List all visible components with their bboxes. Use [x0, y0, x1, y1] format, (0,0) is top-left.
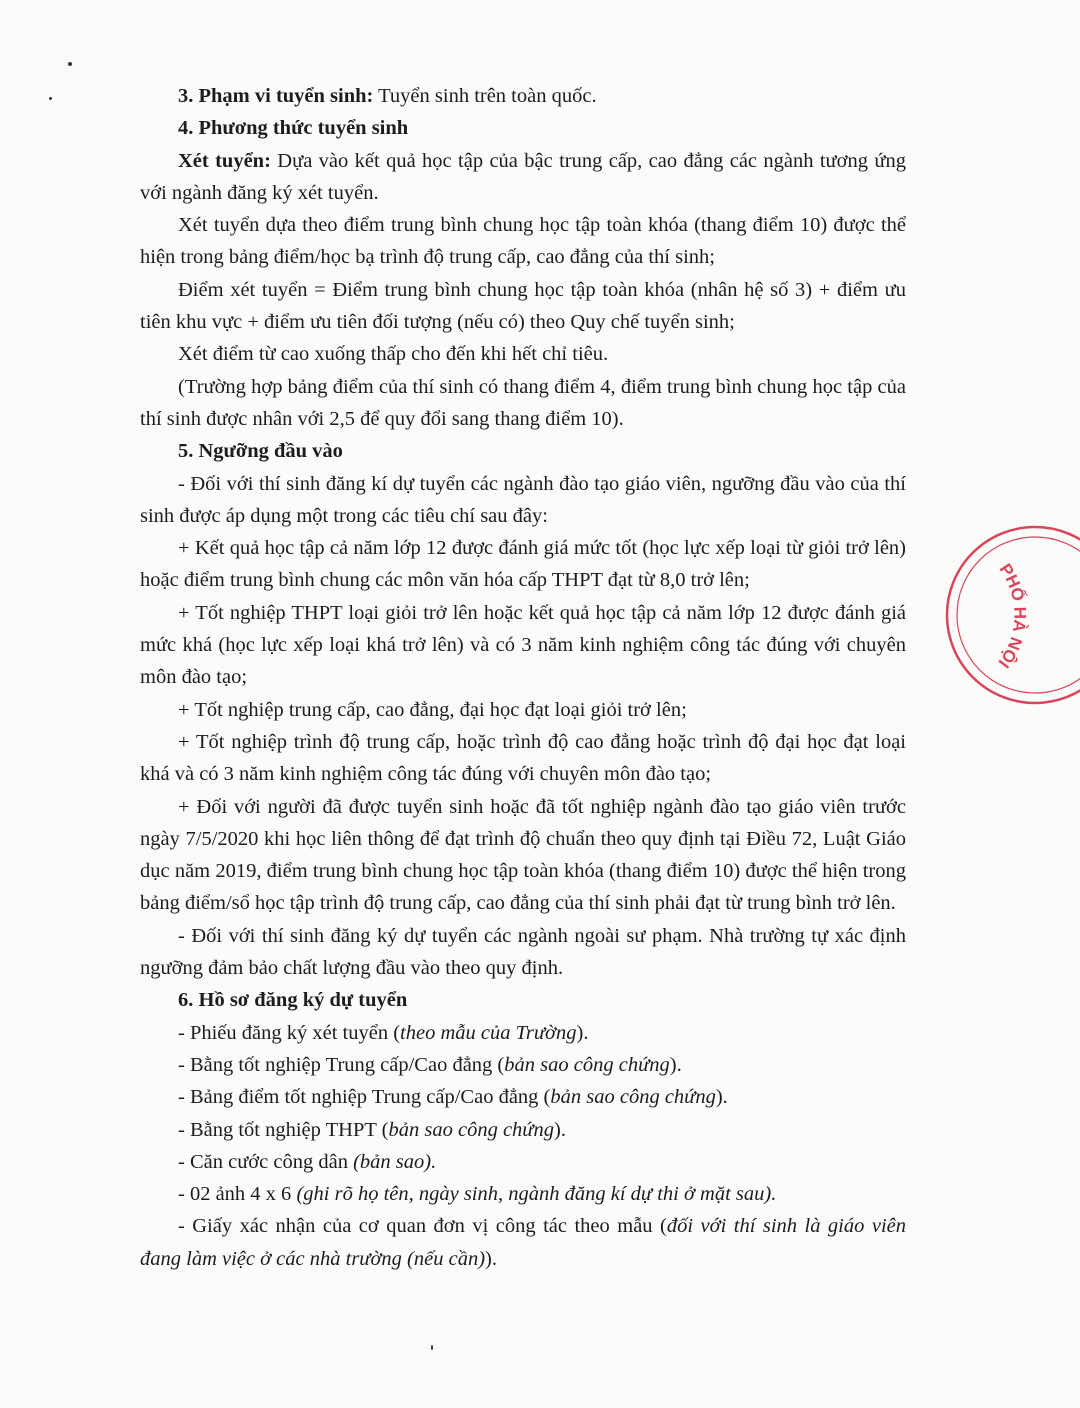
tieu-chi-1 [140, 532, 906, 597]
text-run: bản sao công chứng [550, 1086, 716, 1109]
text-run: - Đối với thí sinh đăng kí dự tuyển các ngành đào tạo giáo viên, ngưỡng đầu vào của thí sinh được áp dụng một trong các tiêu chí sau đây: [140, 472, 906, 527]
scan-speck [68, 62, 72, 66]
tieu-chi-4 [140, 726, 906, 791]
text-run: - 02 ảnh 4 x 6 [178, 1183, 297, 1206]
diem-trung-binh-para [140, 209, 906, 274]
text-run: Điểm xét tuyển = Điểm trung bình chung học tập toàn khóa (nhân hệ số 3) + điểm ưu tiên khu vực + điểm ưu tiên đối tượng (nếu có) theo Quy chế tuyển sinh; [140, 278, 906, 334]
section-5-heading [140, 435, 906, 467]
text-run: (bản sao). [353, 1150, 437, 1173]
text-run: ). [715, 1086, 728, 1109]
stamp-text: PHỐ HÀ NỘI [994, 560, 1030, 672]
text-run: ). [669, 1053, 682, 1076]
text-run: + Tốt nghiệp trình độ trung cấp, hoặc trình độ cao đẳng hoặc trình độ đại học đạt loại khá và có 3 năm kinh nghiệm công tác đúng với chuyên môn đào tạo; [140, 730, 906, 786]
cong-thuc-para [140, 274, 906, 339]
text-run: Xét tuyển dựa theo điểm trung bình chung học tập toàn khóa (thang điểm 10) được thể hiện trong bảng điểm/học bạ trình độ trung cấp, cao đẳng của thí sinh; [140, 214, 906, 269]
section-4-heading [140, 112, 906, 144]
thang-diem-4-para [140, 371, 906, 436]
tieu-chi-2 [140, 597, 906, 694]
ho-so-item-6 [140, 1178, 906, 1210]
text-run: Dựa vào kết quả học tập của bậc trung cấp, cao đẳng các ngành tương ứng với ngành đăng ký xét tuyển. [140, 149, 906, 204]
text-run: + Đối với người đã được tuyển sinh hoặc đã tốt nghiệp ngành đào tạo giáo viên trước ngày 7/5/2020 khi học liên thông để đạt trình độ chuẩn theo quy định tại Điều 72, Luật Giáo dục năm 2019, điểm trung bình chung học tập toàn khóa (thang điểm 10) được thể hiện trong bảng điểm/sổ học tập trình độ trung cấp, cao đẳng của thí sinh phải đạt từ trung bình trở lên. [140, 795, 906, 915]
text-run: + Tốt nghiệp trung cấp, cao đẳng, đại học đạt loại giỏi trở lên; [178, 698, 687, 721]
text-run: ). [576, 1021, 589, 1044]
ho-so-item-2 [140, 1049, 906, 1081]
text-run: bản sao công chứng [388, 1118, 554, 1141]
xet-tuyen-para [140, 145, 906, 210]
text-run: bản sao công chứng [504, 1053, 670, 1076]
text-run: (ghi rõ họ tên, ngày sinh, ngành đăng kí dự thi ở mặt sau). [296, 1183, 777, 1206]
tieu-chi-5 [140, 791, 906, 920]
xet-diem-para [140, 338, 906, 370]
text-run: - Bảng điểm tốt nghiệp Trung cấp/Cao đẳng ( [178, 1086, 551, 1109]
scan-speck [431, 1345, 433, 1350]
text-run: đối với thí sinh là giáo viên đang làm việc ở các nhà trường (nếu cần) [140, 1215, 907, 1270]
ho-so-item-7 [140, 1210, 906, 1275]
svg-text:PHỐ HÀ NỘI [995, 560, 1030, 671]
ho-so-item-3 [140, 1081, 906, 1113]
text-run: ). [485, 1247, 497, 1270]
text-run: - Giấy xác nhận của cơ quan đơn vị công tác theo mẫu ( [178, 1215, 667, 1238]
text-run: 6. Hồ sơ đăng ký dự tuyển [178, 989, 408, 1012]
text-run: Xét điểm từ cao xuống thấp cho đến khi hết chỉ tiêu. [178, 343, 609, 366]
ho-so-item-5 [140, 1146, 906, 1178]
giao-vien-para [140, 468, 906, 533]
text-run: ). [553, 1118, 566, 1141]
scan-speck [49, 97, 52, 100]
text-run: - Bằng tốt nghiệp THPT ( [178, 1118, 389, 1141]
tieu-chi-3 [140, 694, 906, 726]
text-run: Tuyển sinh trên toàn quốc. [373, 85, 597, 107]
text-run: 5. Ngưỡng đầu vào [178, 440, 343, 463]
document-body [140, 80, 906, 1275]
ho-so-item-1 [140, 1017, 906, 1049]
text-run: + Tốt nghiệp THPT loại giỏi trở lên hoặc kết quả học tập cả năm lớp 12 được đánh giá mức khá (học lực xếp loại khá trở lên) và có 3 năm kinh nghiệm công tác đúng với chuyên môn đào tạo; [140, 601, 906, 689]
text-run: Xét tuyển: [178, 149, 271, 172]
text-run: (Trường hợp bảng điểm của thí sinh có thang điểm 4, điểm trung bình chung học tập của thí sinh được nhân với 2,5 để quy đổi sang thang điểm 10). [140, 375, 906, 430]
text-run: - Bằng tốt nghiệp Trung cấp/Cao đẳng ( [178, 1053, 505, 1076]
text-run: + Kết quả học tập cả năm lớp 12 được đánh giá mức tốt (học lực xếp loại từ giỏi trở lên) hoặc điểm trung bình chung các môn văn hóa cấp THPT đạt từ 8,0 trở lên; [140, 537, 906, 592]
ngoai-su-pham-para [140, 920, 906, 985]
text-run: 4. Phương thức tuyển sinh [178, 117, 409, 140]
section-3-heading [140, 80, 906, 112]
text-run: theo mẫu của Trường [400, 1021, 577, 1044]
ho-so-item-4 [140, 1114, 906, 1146]
section-6-heading [140, 984, 906, 1016]
red-seal-stamp [940, 515, 1080, 715]
text-run: - Đối với thí sinh đăng ký dự tuyển các ngành ngoài sư phạm. Nhà trường tự xác định ngưỡng đảm bảo chất lượng đầu vào theo quy định. [140, 924, 906, 980]
text-run: - Phiếu đăng ký xét tuyển ( [178, 1021, 401, 1044]
text-run: 3. Phạm vi tuyển sinh: [178, 85, 374, 107]
text-run: - Căn cước công dân [178, 1150, 354, 1173]
